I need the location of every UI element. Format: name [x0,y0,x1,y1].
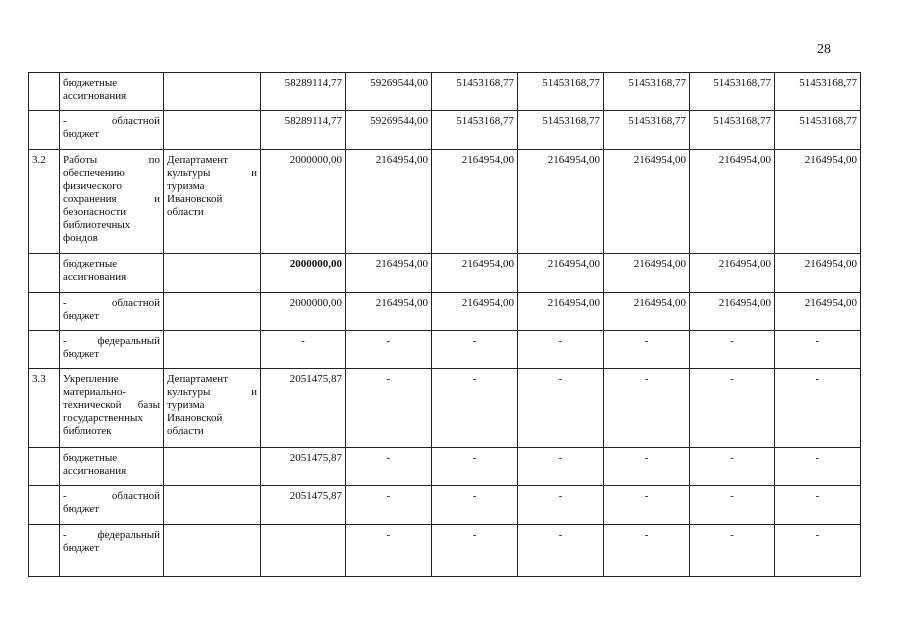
value-cell: 2051475,87 [261,448,346,486]
row-description-cell: Работы по обеспечению физического сохранения и безопасности библиотечных фондов [60,150,164,254]
value-cell: 2051475,87 [261,486,346,525]
value-cell: 51453168,77 [775,111,861,150]
table-row [29,331,861,369]
row-organization-cell [164,254,261,293]
row-description-cell: - федеральный бюджет [60,525,164,577]
value-cell: - [346,525,432,577]
row-number-cell [29,486,60,525]
value-cell: 51453168,77 [775,73,861,111]
row-organization-cell [164,486,261,525]
value-cell: 2164954,00 [604,293,690,331]
value-cell: 51453168,77 [604,111,690,150]
value-cell: - [690,369,775,448]
value-cell: 2164954,00 [690,150,775,254]
table-row [29,150,861,254]
value-cell: 2164954,00 [346,293,432,331]
value-cell: - [690,448,775,486]
table-row [29,486,861,525]
row-number-cell [29,254,60,293]
value-cell: 51453168,77 [432,111,518,150]
budget-table [28,72,861,577]
row-description-cell: Укрепление материально- технической базы государственных библиотек [60,369,164,448]
value-cell: 2164954,00 [690,293,775,331]
row-organization-cell [164,293,261,331]
row-organization-cell [164,448,261,486]
value-cell: 59269544,00 [346,111,432,150]
value-cell: 2164954,00 [690,254,775,293]
row-organization-cell [164,111,261,150]
value-cell: 2164954,00 [432,150,518,254]
row-number-cell [29,525,60,577]
value-cell: 2164954,00 [346,150,432,254]
value-cell: - [432,331,518,369]
row-organization-cell [164,525,261,577]
value-cell: 51453168,77 [432,73,518,111]
value-cell: - [346,369,432,448]
value-cell: - [775,486,861,525]
value-cell: 51453168,77 [604,73,690,111]
value-cell: - [432,525,518,577]
row-description-cell: - областной бюджет [60,111,164,150]
row-number-cell [29,111,60,150]
row-description-cell: - областной бюджет [60,293,164,331]
value-cell [261,525,346,577]
row-organization-cell: Департамент культуры и туризма Ивановской области [164,150,261,254]
table-row [29,448,861,486]
value-cell: 2164954,00 [518,293,604,331]
row-organization-cell [164,331,261,369]
value-cell: 2164954,00 [604,254,690,293]
value-cell: - [346,331,432,369]
row-number-cell [29,73,60,111]
value-cell: - [604,448,690,486]
value-cell: 2164954,00 [518,254,604,293]
value-cell: - [432,486,518,525]
row-number-cell: 3.3 [29,369,60,448]
value-cell: 58289114,77 [261,73,346,111]
page-number: 28 [817,42,831,57]
row-description-cell: - областной бюджет [60,486,164,525]
value-cell: - [346,486,432,525]
value-cell: 2000000,00 [261,293,346,331]
row-description-cell: бюджетные ассигнования [60,254,164,293]
row-number-cell: 3.2 [29,150,60,254]
value-cell: - [690,486,775,525]
row-number-cell [29,331,60,369]
value-cell: 2164954,00 [775,254,861,293]
value-cell: - [690,525,775,577]
table-row [29,369,861,448]
value-cell: 2164954,00 [518,150,604,254]
value-cell: 2164954,00 [775,150,861,254]
value-cell: 2164954,00 [346,254,432,293]
row-number-cell [29,293,60,331]
table-row [29,293,861,331]
row-description-cell: бюджетные ассигнования [60,448,164,486]
value-cell: 51453168,77 [518,73,604,111]
value-cell: 58289114,77 [261,111,346,150]
value-cell: 51453168,77 [690,111,775,150]
value-cell: 2164954,00 [432,254,518,293]
row-description-cell: - федеральный бюджет [60,331,164,369]
row-organization-cell: Департамент культуры и туризма Ивановской области [164,369,261,448]
table-row [29,111,861,150]
value-cell: 2000000,00 [261,254,346,293]
value-cell: 51453168,77 [690,73,775,111]
table-row [29,254,861,293]
value-cell: 2051475,87 [261,369,346,448]
value-cell: 2000000,00 [261,150,346,254]
value-cell: - [518,486,604,525]
value-cell: 2164954,00 [432,293,518,331]
value-cell: - [518,525,604,577]
value-cell: - [775,525,861,577]
value-cell: - [346,448,432,486]
value-cell: 59269544,00 [346,73,432,111]
value-cell: - [604,486,690,525]
value-cell: - [604,525,690,577]
value-cell: - [604,331,690,369]
value-cell: 51453168,77 [518,111,604,150]
value-cell: - [518,448,604,486]
value-cell: 2164954,00 [775,293,861,331]
row-organization-cell [164,73,261,111]
value-cell: - [518,369,604,448]
value-cell: - [775,331,861,369]
table-row [29,525,861,577]
row-number-cell [29,448,60,486]
value-cell: - [604,369,690,448]
value-cell: - [432,369,518,448]
value-cell: - [690,331,775,369]
table-row [29,73,861,111]
value-cell: - [261,331,346,369]
value-cell: - [518,331,604,369]
value-cell: 2164954,00 [604,150,690,254]
value-cell: - [432,448,518,486]
value-cell: - [775,448,861,486]
row-description-cell: бюджетные ассигнования [60,73,164,111]
value-cell: - [775,369,861,448]
